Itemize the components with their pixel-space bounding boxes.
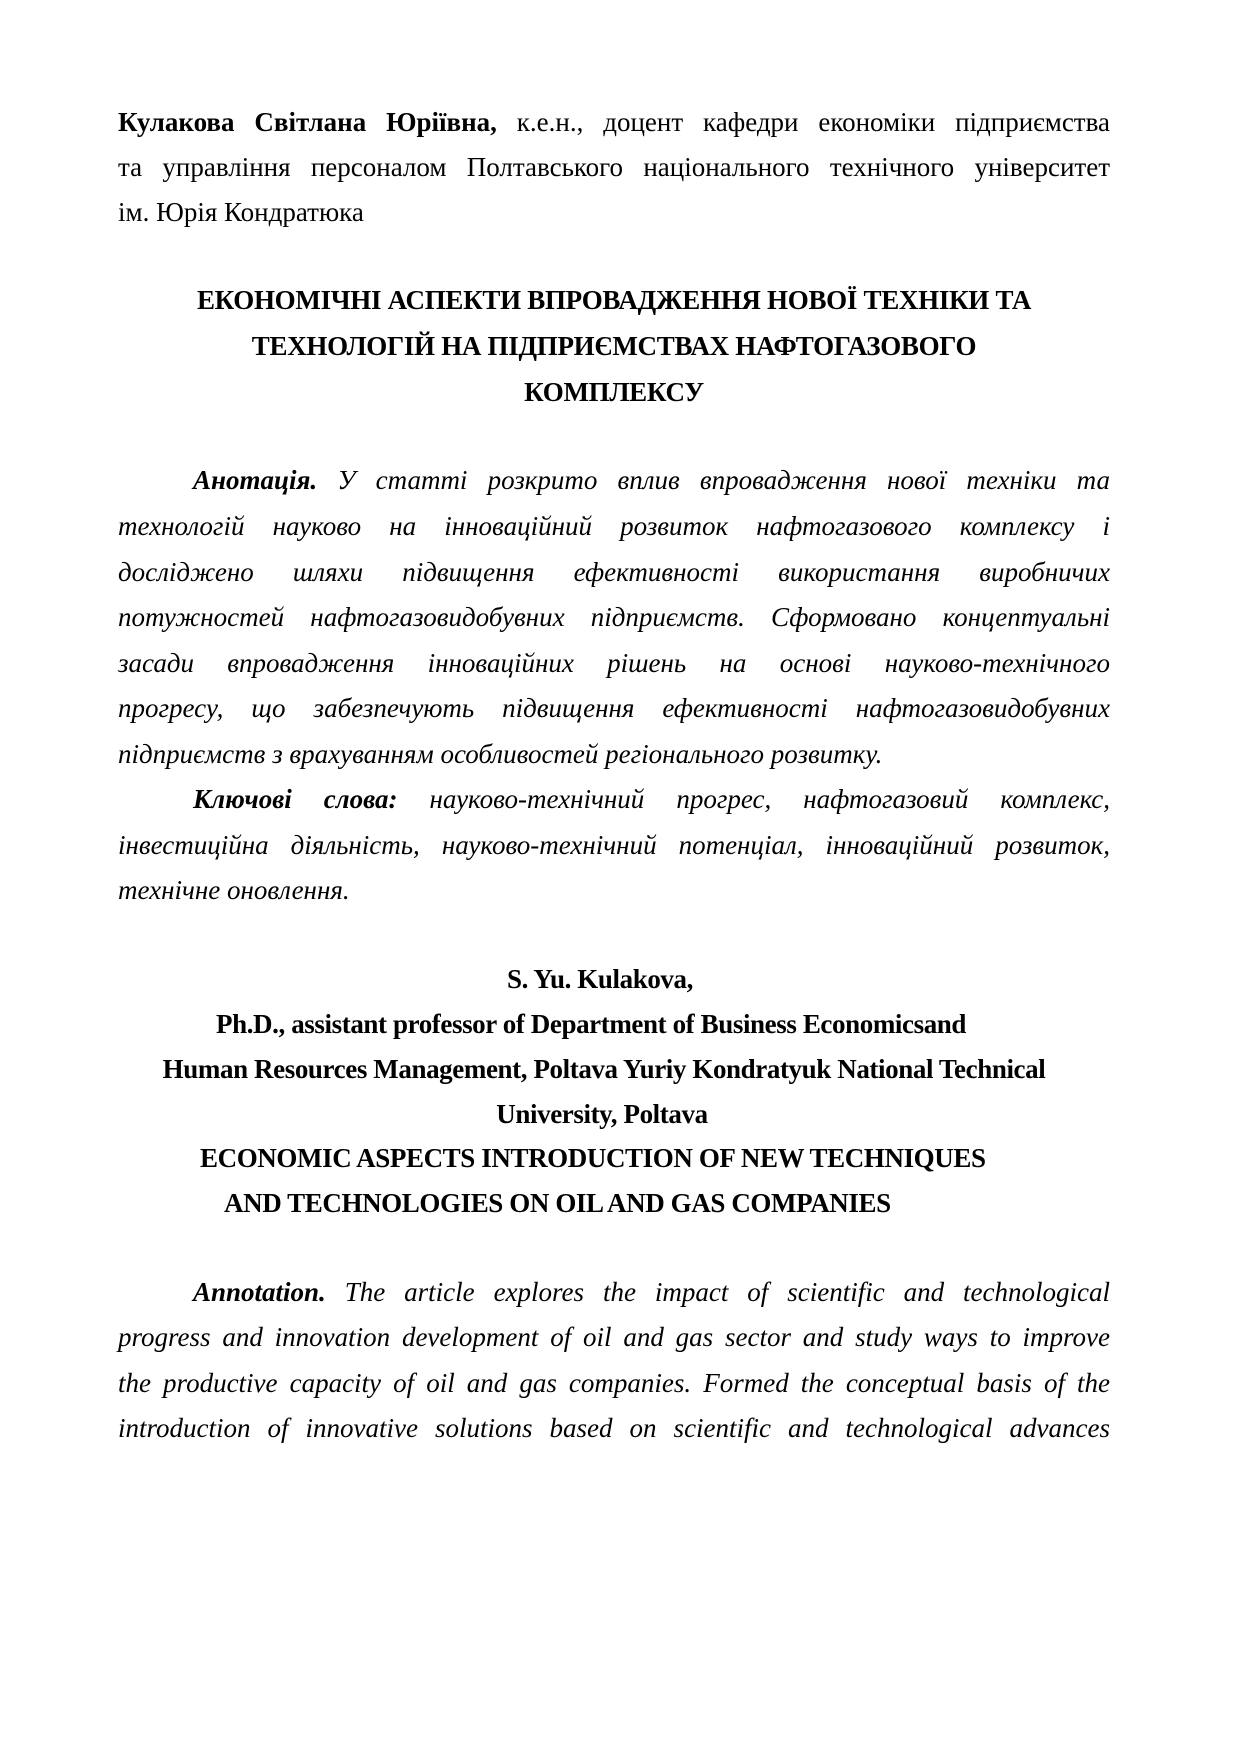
abstract-ua-line-2: технологій науково на інноваційний розвиток нафтогазового комплексу і — [118, 511, 1110, 541]
author-ua-name: Кулакова Світлана Юріївна, — [118, 107, 497, 137]
title-en-line-1: ECONOMIC ASPECTS INTRODUCTION OF NEW TECHNIQUES — [200, 1143, 986, 1173]
title-ua-line-1: ЕКОНОМІЧНІ АСПЕКТИ ВПРОВАДЖЕННЯ НОВОЇ ТЕХНІКИ ТА — [196, 285, 1032, 315]
title-ua-line-2: ТЕХНОЛОГІЙ НА ПІДПРИЄМСТВАХ НАФТОГАЗОВОГО — [251, 331, 977, 361]
keywords-ua-line-1: Ключові слова: науково-технічний прогрес, нафтогазовий комплекс, — [193, 784, 1110, 814]
author-en-name: S. Yu. Kulakova, — [507, 964, 693, 994]
author-ua-line-1 — [118, 105, 1110, 139]
keywords-ua-label: Ключові слова: — [193, 784, 398, 814]
author-ua-credentials: к.е.н., доцент кафедри економіки підприємства — [496, 107, 1110, 137]
abstract-en-line-3: the productive capacity of oil and gas companies. Formed the conceptual basis of the — [118, 1368, 1110, 1398]
title-ua-line-3: КОМПЛЕКСУ — [524, 377, 704, 407]
keywords-ua-line-2: інвестиційна діяльність, науково-технічний потенціал, інноваційний розвиток, — [118, 830, 1110, 860]
author-en-affiliation-line-1: Ph.D., assistant professor of Department of Business Economicsand — [216, 1009, 967, 1039]
author-ua-line-3: ім. Юрія Кондратюка — [118, 197, 364, 227]
keywords-ua-line-3: технічне оновлення. — [118, 875, 350, 905]
author-en-affiliation-line-3: University, Poltava — [496, 1099, 708, 1129]
abstract-ua-line-1: Анотація. У статті розкрито вплив впровадження нової техніки та — [193, 465, 1110, 495]
abstract-ua-line-5: засади впровадження інноваційних рішень на основі науково-технічного — [118, 648, 1110, 678]
abstract-en-line-1: Annotation. The article explores the impact of scientific and technological — [193, 1277, 1110, 1307]
abstract-en-line-2: progress and innovation development of oil and gas sector and study ways to improve — [118, 1322, 1110, 1352]
author-ua-line-2: та управління персоналом Полтавського національного технічного університет — [118, 152, 1110, 182]
abstract-en-label: Annotation. — [193, 1277, 326, 1307]
title-en-line-2: AND TECHNOLOGIES ON OIL AND GAS COMPANIES — [224, 1188, 891, 1218]
abstract-en-line-4: introduction of innovative solutions based on scientific and technological advances — [118, 1413, 1110, 1443]
abstract-ua-label: Анотація. — [193, 465, 318, 495]
abstract-ua-line-4: потужностей нафтогазовидобувних підприємств. Сформовано концептуальні — [118, 602, 1110, 632]
abstract-ua-line-6: прогресу, що забезпечують підвищення ефективності нафтогазовидобувних — [118, 693, 1110, 723]
abstract-ua-line-3: досліджено шляхи підвищення ефективності використання виробничих — [118, 557, 1110, 587]
author-en-affiliation-line-2: Human Resources Management, Poltava Yuriy Kondratyuk National Technical — [162, 1054, 1046, 1084]
abstract-ua-line-7: підприємств з врахуванням особливостей регіонального розвитку. — [118, 739, 883, 769]
